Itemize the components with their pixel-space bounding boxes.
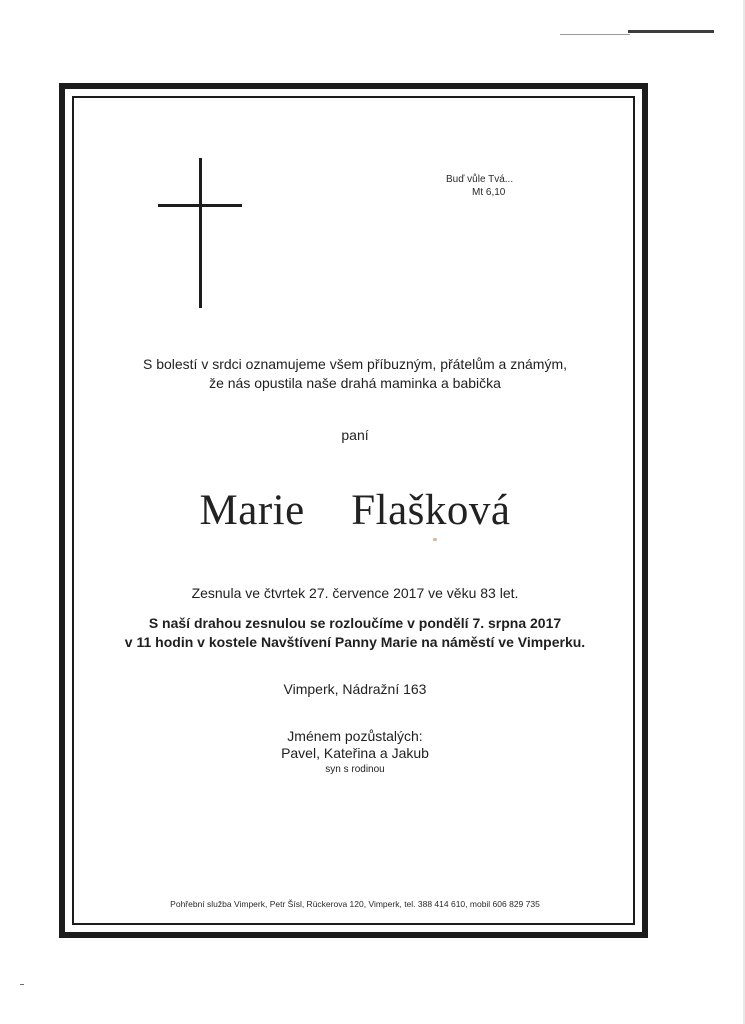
cross-horizontal-beam <box>158 204 242 207</box>
announcement <box>60 355 650 393</box>
ceremony-line-2: v 11 hodin v kostele Navštívení Panny Marie na náměstí ve Vimperku. <box>124 634 586 650</box>
announcement-line-2: že nás opustila naše drahá maminka a babička <box>209 375 501 391</box>
title-word: paní <box>341 427 369 443</box>
announcement-line-1: S bolestí v srdci oznamujeme všem příbuzným, přátelům a známým, <box>142 356 568 372</box>
ink-speck <box>433 538 437 541</box>
scan-artifact-thin-line <box>560 34 630 35</box>
address: Vimperk, Nádražní 163 <box>283 681 427 697</box>
mourners-names: Pavel, Kateřina a Jakub <box>281 745 429 761</box>
bible-quote-reference: Mt 6,10 <box>472 187 506 198</box>
funeral-service-footer: Pohřební služba Vimperk, Petr Šísl, Rückerova 120, Vimperk, tel. 388 414 610, mobil 606 829 735 <box>170 899 540 909</box>
deceased-name: Marie Flašková <box>199 487 511 534</box>
mourners-note: syn s rodinou <box>325 764 385 775</box>
death-notice: Zesnula ve čtvrtek 27. července 2017 ve věku 83 let. <box>191 585 519 601</box>
cross-icon <box>158 158 242 308</box>
scan-artifact-line <box>628 30 714 33</box>
farewell-ceremony <box>60 614 650 652</box>
cross-vertical-beam <box>199 158 202 308</box>
bible-quote-text: Buď vůle Tvá... <box>446 174 514 185</box>
mourners-heading: Jménem pozůstalých: <box>287 728 423 744</box>
bible-quote <box>430 173 560 199</box>
scan-speck <box>20 984 24 985</box>
ceremony-line-1: S naší drahou zesnulou se rozloučíme v pondělí 7. srpna 2017 <box>148 615 562 631</box>
